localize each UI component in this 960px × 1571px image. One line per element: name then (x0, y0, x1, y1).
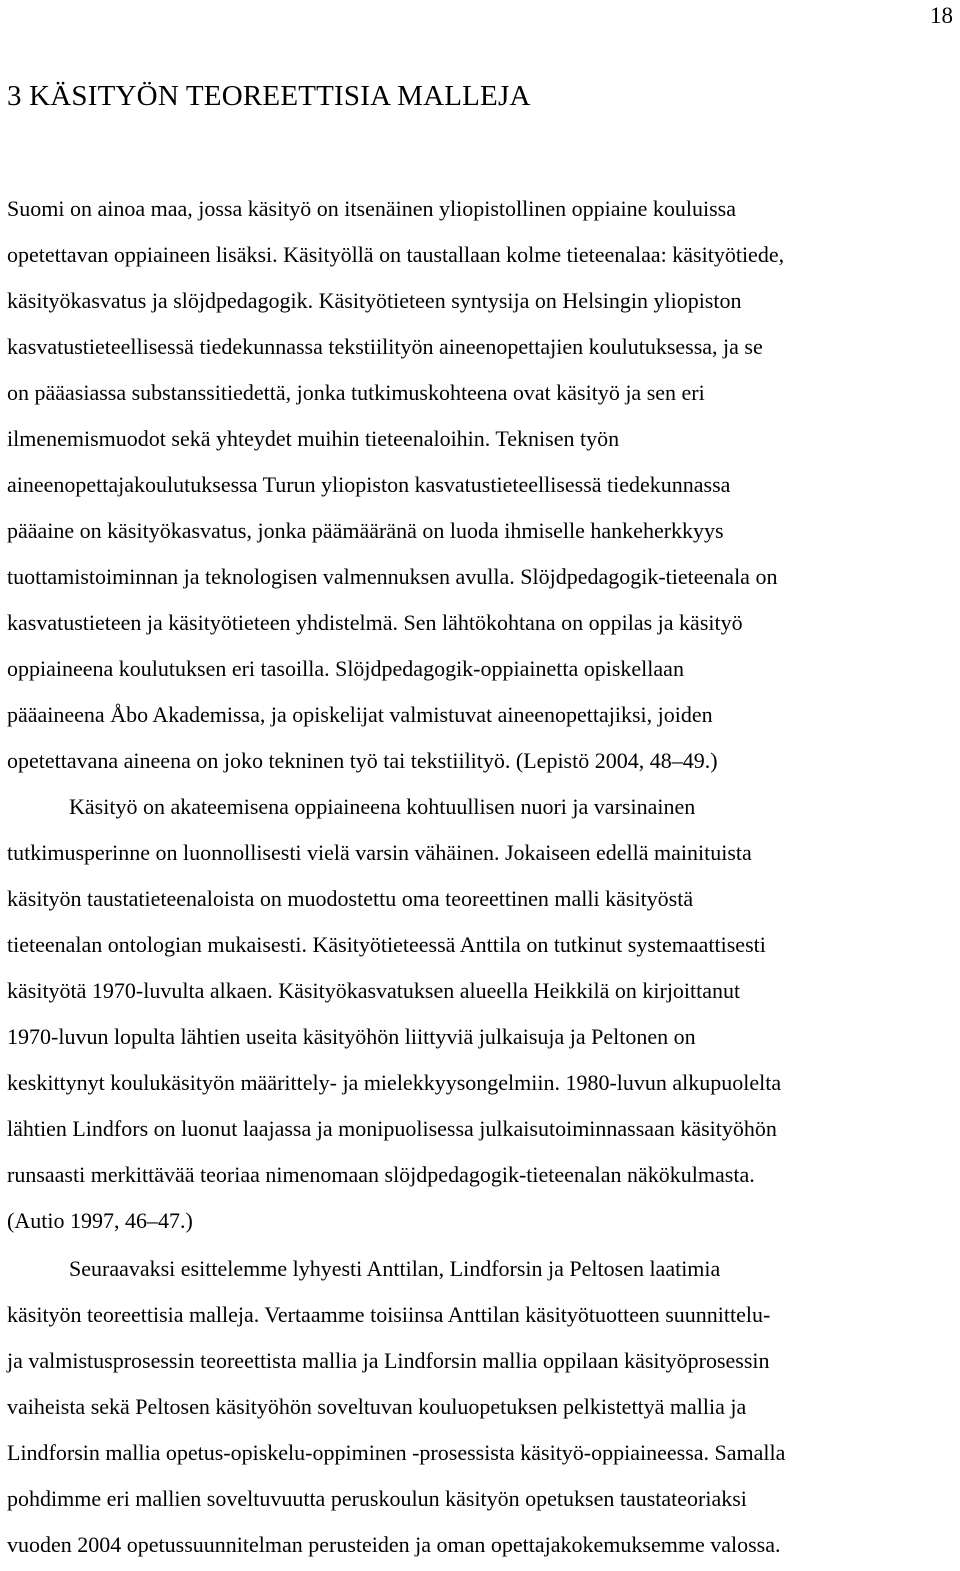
text-line: kasvatustieteellisessä tiedekunnassa tekstiilityön aineenopettajien koulutuksessa, ja se (7, 334, 763, 359)
text-line: ilmenemismuodot sekä yhteydet muihin tieteenaloihin. Teknisen työn (7, 426, 620, 451)
text-line: käsityön taustatieteenaloista on muodostettu oma teoreettinen malli käsityöstä (7, 886, 694, 911)
text-line: opetettavan oppiaineen lisäksi. Käsityöllä on taustallaan kolme tieteenalaa: käsityötiede, (7, 242, 785, 267)
page-number: 18 (930, 3, 953, 28)
text-line: kasvatustieteen ja käsityötieteen yhdistelmä. Sen lähtökohtana on oppilas ja käsityö (7, 610, 743, 635)
text-line: tuottamistoiminnan ja teknologisen valmennuksen avulla. Slöjdpedagogik-tieteenala on (7, 564, 778, 589)
text-line: vaiheista sekä Peltosen käsityöhön soveltuvan kouluopetuksen pelkistettyä mallia ja (7, 1394, 747, 1419)
text-line: Lindforsin mallia opetus-opiskelu-oppiminen -prosessista käsityö-oppiaineessa. Samalla (7, 1440, 786, 1465)
text-line: tieteenalan ontologian mukaisesti. Käsityötieteessä Anttila on tutkinut systemaattisesti (7, 932, 766, 957)
text-line: keskittynyt koulukäsityön määrittely- ja mielekkyysongelmiin. 1980-luvun alkupuolelta (7, 1070, 782, 1095)
text-line: tutkimusperinne on luonnollisesti vielä varsin vähäinen. Jokaiseen edellä mainituista (7, 840, 752, 865)
text-line: käsityön teoreettisia malleja. Vertaamme toisiinsa Anttilan käsityötuotteen suunnittelu- (7, 1302, 771, 1327)
text-line: opetettavana aineena on joko tekninen työ tai tekstiilityö. (Lepistö 2004, 48–49.) (7, 748, 718, 773)
text-line: käsityötä 1970-luvulta alkaen. Käsityökasvatuksen alueella Heikkilä on kirjoittanut (7, 978, 741, 1003)
text-line: pääaineena Åbo Akademissa, ja opiskelijat valmistuvat aineenopettajiksi, joiden (7, 702, 713, 727)
text-line: pääaine on käsityökasvatus, jonka päämääränä on luoda ihmiselle hankeherkkyys (7, 518, 724, 543)
text-line: aineenopettajakoulutuksessa Turun yliopiston kasvatustieteellisessä tiedekunnassa (7, 472, 731, 497)
text-line: vuoden 2004 opetussuunnitelman perusteiden ja oman opettajakokemuksemme valossa. (7, 1532, 781, 1557)
text-line: (Autio 1997, 46–47.) (7, 1208, 193, 1233)
text-line: oppiaineena koulutuksen eri tasoilla. Slöjdpedagogik-oppiainetta opiskellaan (7, 656, 684, 681)
text-line: lähtien Lindfors on luonut laajassa ja monipuolisessa julkaisutoiminnassaan käsityöhön (7, 1116, 777, 1141)
text-line: pohdimme eri mallien soveltuvuutta peruskoulun käsityön opetuksen taustateoriaksi (7, 1486, 747, 1511)
text-line: runsaasti merkittävää teoriaa nimenomaan slöjdpedagogik-tieteenalan näkökulmasta. (7, 1162, 755, 1187)
text-line: Seuraavaksi esittelemme lyhyesti Anttilan, Lindforsin ja Peltosen laatimia (69, 1256, 721, 1281)
text-line: 1970-luvun lopulta lähtien useita käsityöhön liittyviä julkaisuja ja Peltonen on (7, 1024, 696, 1049)
text-line: Suomi on ainoa maa, jossa käsityö on itsenäinen yliopistollinen oppiaine kouluissa (7, 196, 736, 221)
text-line: käsityökasvatus ja slöjdpedagogik. Käsityötieteen syntysija on Helsingin yliopiston (7, 288, 742, 313)
chapter-title: 3 KÄSITYÖN TEOREETTISIA MALLEJA (7, 80, 531, 112)
text-line: on pääasiassa substanssitiedettä, jonka tutkimuskohteena ovat käsityö ja sen eri (7, 380, 705, 405)
text-line: Käsityö on akateemisena oppiaineena kohtuullisen nuori ja varsinainen (69, 794, 696, 819)
text-line: ja valmistusprosessin teoreettista mallia ja Lindforsin mallia oppilaan käsityöprosessin (7, 1348, 770, 1373)
